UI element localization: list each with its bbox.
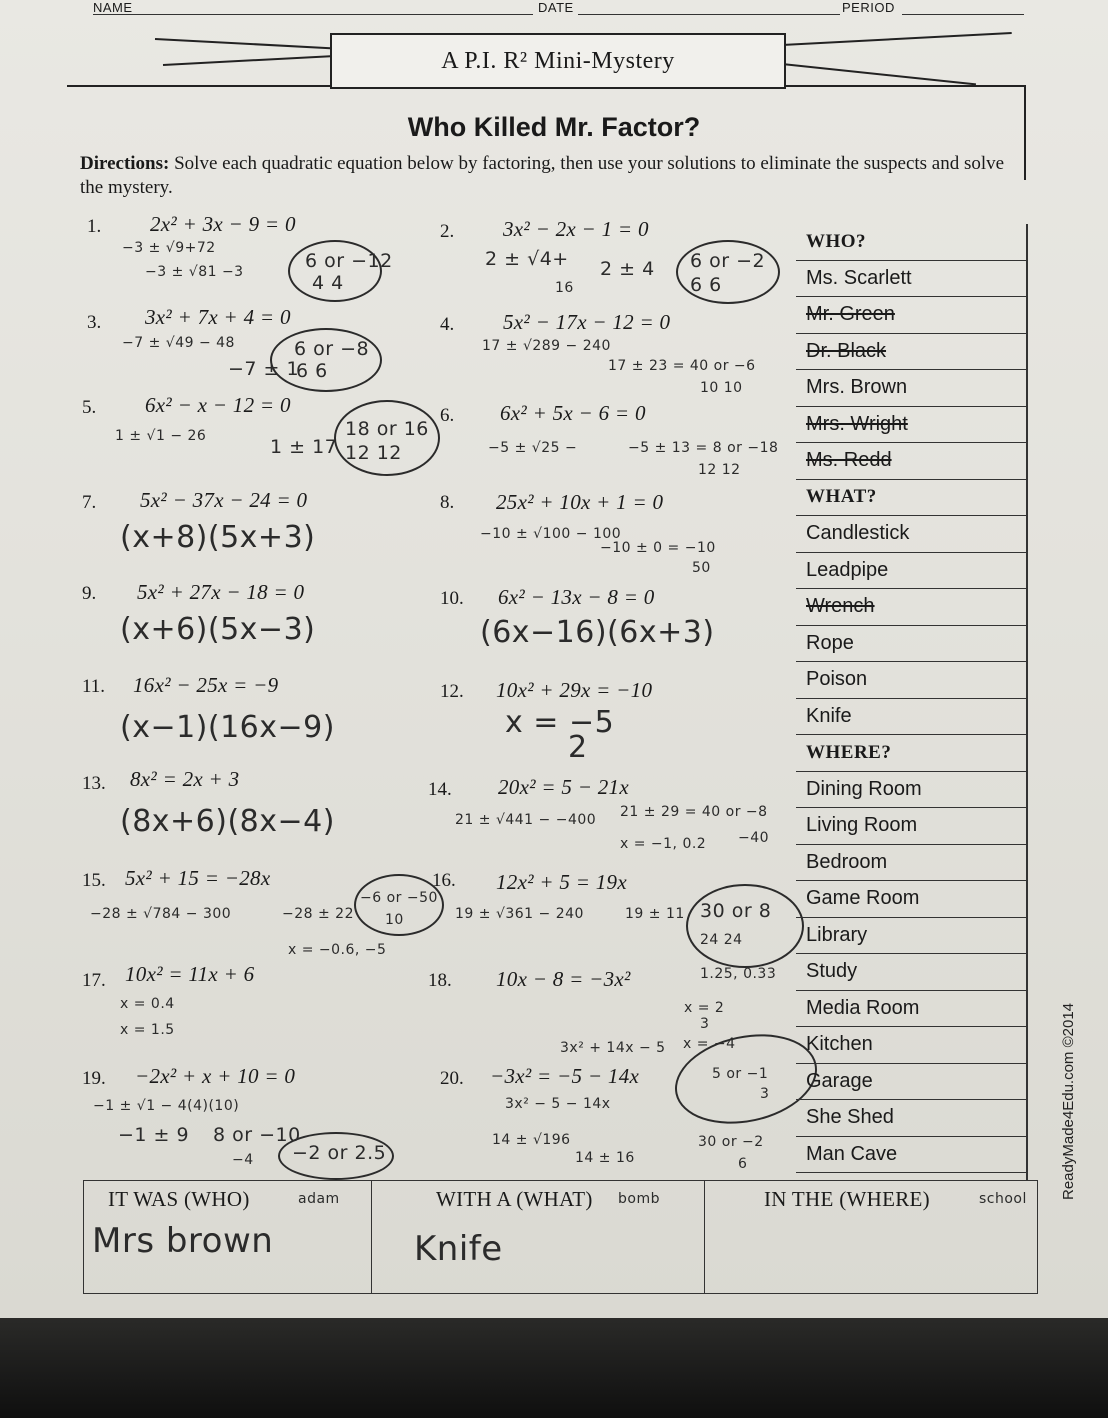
handwritten-work: 21 ± 29 = 40 or −8 [620,804,768,820]
handwritten-work: 2 ± √4+ [485,248,569,270]
problem-number: 1. [87,216,102,237]
handwritten-answer: 24 24 [700,932,743,948]
handwritten-work: 1 ± 17 [270,436,338,458]
answer-box [83,1180,1038,1294]
weapon-item: Knife [796,699,1028,736]
directions [80,152,1020,200]
handwritten-work: 30 or −2 [698,1134,764,1150]
problem-number: 20. [440,1068,464,1089]
handwritten-work: 19 ± 11 [625,906,685,922]
suspect-item: Mr. Green [796,297,1028,334]
location-item: Bedroom [796,845,1028,882]
problem-equation: 12x² + 5 = 19x [496,870,627,894]
handwritten-answer: 6 6 [296,360,328,382]
problem-equation: 5x² − 17x − 12 = 0 [503,310,671,334]
handwritten-work: 19 ± √361 − 240 [455,906,584,922]
location-item: She Shed [796,1100,1028,1137]
where-header: WHERE? [796,735,1028,772]
problem-number: 17. [82,970,106,991]
handwritten-work: x = −1, 0.2 [620,836,707,852]
problem-number: 8. [440,492,455,513]
problem-number: 11. [82,676,106,697]
problem-number: 9. [82,583,97,604]
handwritten-answer: 12 12 [345,442,402,464]
date-line [578,14,840,15]
handwritten-work: 14 ± 16 [575,1150,635,1166]
handwritten-work: 2 ± 4 [600,258,655,280]
problem-number: 6. [440,405,455,426]
weapon-item: Leadpipe [796,553,1028,590]
problem-equation: 10x − 8 = −3x² [496,967,631,991]
answer-what-value[interactable]: Knife [414,1229,503,1269]
handwritten-work: −3 ± √81 −3 [145,264,244,280]
problem-equation: 10x² = 11x + 6 [125,962,255,986]
location-item: Study [796,954,1028,991]
problem-number: 15. [82,870,106,891]
handwritten-work: 16 [555,280,574,296]
problem-number: 4. [440,314,455,335]
handwritten-work: 1 ± √1 − 26 [115,428,207,444]
location-item: Game Room [796,881,1028,918]
problem-equation: 6x² + 5x − 6 = 0 [500,401,646,425]
location-item: Living Room [796,808,1028,845]
problem-equation: 25x² + 10x + 1 = 0 [496,490,664,514]
handwritten-work: −1 ± 9 [118,1124,190,1146]
problem-number: 13. [82,773,106,794]
handwritten-work: −10 ± √100 − 100 [480,526,622,542]
handwritten-work: x = 1.5 [120,1022,175,1038]
handwritten-work: 14 ± √196 [492,1132,571,1148]
handwritten-work: −4 [232,1152,254,1168]
suspect-item: Ms. Scarlett [796,261,1028,298]
handwritten-work: −7 ± √49 − 48 [122,335,235,351]
handwritten-work: −40 [738,830,770,846]
problem-number: 18. [428,970,452,991]
suspect-item: Ms. Redd [796,443,1028,480]
problem-number: 14. [428,779,452,800]
handwritten-answer: 5 or −1 [712,1066,769,1082]
handwritten-answer: −2 or 2.5 [292,1142,387,1164]
weapon-item: Poison [796,662,1028,699]
location-item: Media Room [796,991,1028,1028]
problem-equation: 10x² + 29x = −10 [496,678,653,702]
answer-who-label: IT WAS (WHO) [108,1187,250,1211]
problem-equation: 6x² − x − 12 = 0 [145,393,291,417]
page-title: Who Killed Mr. Factor? [407,112,701,142]
handwritten-work: −5 ± 13 = 8 or −18 [628,440,779,456]
banner-title: A P.I. R² Mini-Mystery [330,33,786,89]
handwritten-answer: 10 [385,912,404,928]
handwritten-note: adam [298,1191,340,1207]
weapon-item: Rope [796,626,1028,663]
handwritten-work: −7 ± 1 [228,358,300,380]
period-line [902,14,1024,15]
answer-who-value[interactable]: Mrs brown [92,1221,274,1261]
directions-text: Solve each quadratic equation below by factoring, then use your solutions to eliminate the suspects and solve the mystery. [80,153,1005,198]
what-header: WHAT? [796,480,1028,517]
answer-circle [686,884,804,968]
answer-what-label: WITH A (WHAT) [436,1187,593,1211]
suspect-item: Mrs. Wright [796,407,1028,444]
handwritten-work: (x−1)(16x−9) [120,710,335,745]
problem-equation: 16x² − 25x = −9 [133,673,279,697]
handwritten-work: (x+8)(5x+3) [120,520,316,555]
handwritten-answer: 6 6 [690,274,722,296]
location-item: Kitchen [796,1027,1028,1064]
handwritten-answer: 18 or 16 [345,418,429,440]
handwritten-note: bomb [618,1191,660,1207]
handwritten-answer: 1.25, 0.33 [700,966,777,982]
handwritten-work: −28 ± √784 − 300 [90,906,232,922]
location-item: Dining Room [796,772,1028,809]
weapon-item: Candlestick [796,516,1028,553]
problem-equation: 5x² + 27x − 18 = 0 [137,580,305,604]
handwritten-note: school [979,1191,1027,1207]
location-item: Man Cave [796,1137,1028,1174]
handwritten-answer: 6 or −8 [294,338,370,360]
handwritten-answer: 6 or −12 [305,250,393,272]
suspect-item: Mrs. Brown [796,370,1028,407]
handwritten-answer: 3 [760,1086,770,1102]
handwritten-work: 50 [692,560,711,576]
handwritten-work: x = 0.4 [120,996,175,1012]
problem-equation: 8x² = 2x + 3 [130,767,240,791]
handwritten-answer: −6 or −50 [360,890,438,906]
name-label: NAME [93,0,133,15]
weapon-item: Wrench [796,589,1028,626]
handwritten-work: x = −4 [683,1036,736,1052]
suspects-table [796,224,1028,1173]
location-item: Library [796,918,1028,955]
problem-number: 12. [440,681,464,702]
handwritten-work: −1 ± √1 − 4(4)(10) [93,1098,240,1114]
problem-equation: 5x² + 15 = −28x [125,866,271,890]
handwritten-work: 8 or −10 [213,1124,301,1146]
directions-label: Directions: [80,153,170,174]
handwritten-work: −28 ± 22 [282,906,354,922]
handwritten-work: 3 [700,1016,710,1032]
handwritten-work: (x+6)(5x−3) [120,612,316,647]
copyright-credit: ReadyMade4Edu.com ©2014 [1060,1002,1077,1200]
handwritten-work: x = −0.6, −5 [288,942,387,958]
problem-equation: 3x² − 2x − 1 = 0 [503,217,649,241]
handwritten-work: 3x² − 5 − 14x [505,1096,611,1112]
handwritten-work: 2 [568,730,588,765]
handwritten-work: 12 12 [698,462,741,478]
problem-equation: 20x² = 5 − 21x [498,775,629,799]
problem-equation: 6x² − 13x − 8 = 0 [498,585,655,609]
handwritten-work: −10 ± 0 = −10 [600,540,716,556]
period-label: PERIOD [842,0,895,15]
problem-number: 5. [82,397,97,418]
problem-number: 3. [87,312,102,333]
problem-number: 10. [440,588,464,609]
suspect-item: Dr. Black [796,334,1028,371]
problem-equation: 5x² − 37x − 24 = 0 [140,488,308,512]
handwritten-answer: 4 4 [312,272,344,294]
handwritten-work: 17 ± 23 = 40 or −6 [608,358,756,374]
handwritten-work: x = −5 [505,705,615,740]
who-header: WHO? [796,224,1028,261]
problem-number: 7. [82,492,97,513]
problem-number: 19. [82,1068,106,1089]
handwritten-answer: 30 or 8 [700,900,772,922]
answer-where-label: IN THE (WHERE) [764,1187,930,1211]
problem-equation: 3x² + 7x + 4 = 0 [145,305,291,329]
desk-background [0,1318,1108,1418]
handwritten-work: 17 ± √289 − 240 [482,338,611,354]
date-label: DATE [538,0,574,15]
problem-number: 2. [440,221,455,242]
handwritten-work: 10 10 [700,380,743,396]
handwritten-work: (6x−16)(6x+3) [480,615,715,650]
handwritten-work: (8x+6)(8x−4) [120,804,335,839]
problem-equation: 2x² + 3x − 9 = 0 [150,212,296,236]
handwritten-work: −5 ± √25 − [488,440,578,456]
location-item: Garage [796,1064,1028,1101]
problem-number: 16. [432,870,456,891]
handwritten-work: 3x² + 14x − 5 [560,1040,666,1056]
problem-equation: −3x² = −5 − 14x [490,1064,640,1088]
handwritten-work: 6 [738,1156,748,1172]
handwritten-answer: 6 or −2 [690,250,766,272]
handwritten-work: −3 ± √9+72 [122,240,216,256]
name-line [93,14,533,15]
handwritten-work: 21 ± √441 − −400 [455,812,597,828]
problem-equation: −2x² + x + 10 = 0 [135,1064,296,1088]
handwritten-work: x = 2 [684,1000,725,1016]
